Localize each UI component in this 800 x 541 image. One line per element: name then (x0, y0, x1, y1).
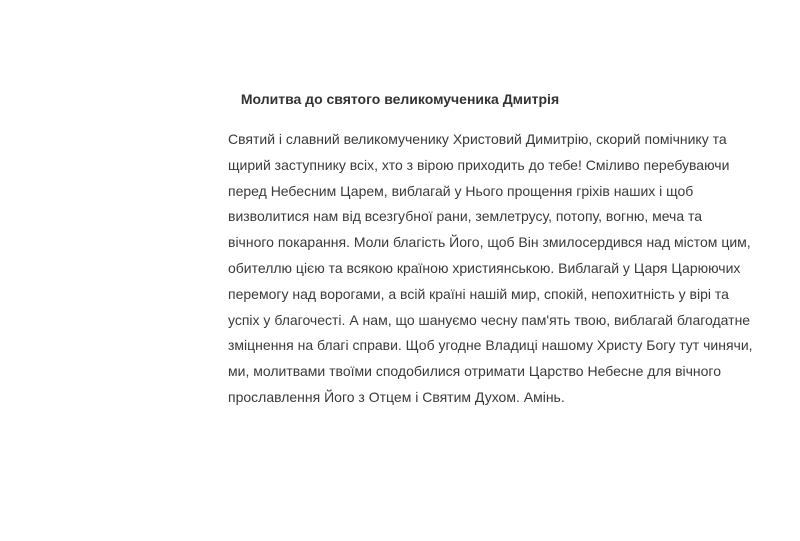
text-line: успіх у благочесті. А нам, що шануємо чесну пам'ять твою, виблагай благодатне (228, 311, 751, 328)
text-line: визволитися нам від всезгубної рани, землетрусу, потопу, вогню, меча та (228, 208, 703, 225)
text-line: зміцнення на благі справи. Щоб угодне Владиці нашому Христу Богу тут чинячи, (228, 337, 753, 354)
page-title: Молитва до святого великомученика Дмитрія (240, 91, 560, 107)
text-line: Святий і славний великомученику Христовий Димитрію, скорий помічнику та (228, 131, 727, 147)
text-line: щирий заступнику всіх, хто з вірою приходить до тебе! Сміливо перебуваючи (228, 156, 730, 173)
text-line: обителлю цією та всякою країною християнською. Виблагай у Царя Царюючих (228, 259, 741, 276)
prayer-text (228, 127, 753, 411)
text-line: перемогу над ворогами, а всій країні нашій мир, спокій, непохитність у вірі та (228, 285, 729, 302)
text-line: перед Небесним Царем, виблагай у Нього прощення гріхів наших і щоб (228, 182, 694, 199)
text-line: вічного покарання. Моли благість Його, щоб Він змилосердився над містом цим, (228, 234, 751, 251)
text-line: ми, молитвами твоїми сподобилися отримати Царство Небесне для вічного (228, 363, 722, 380)
text-line: прославлення Його з Отцем і Святим Духом. Амінь. (228, 388, 565, 405)
